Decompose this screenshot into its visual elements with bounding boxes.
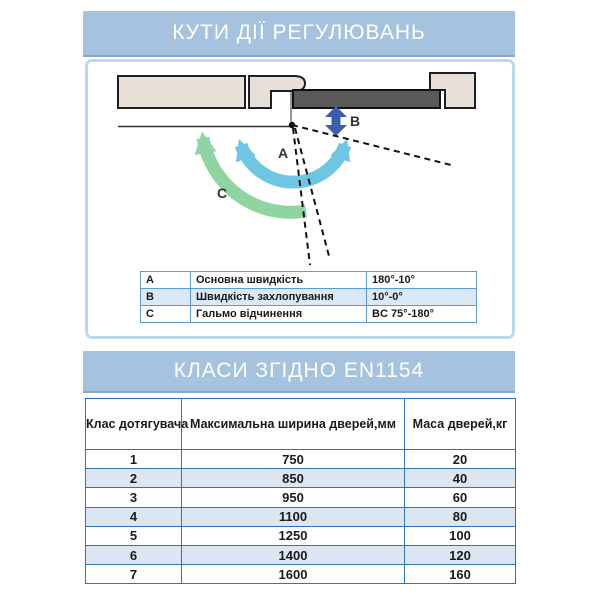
pivot-point [289,122,295,128]
arrow-a-main-speed-arc [241,145,345,182]
cell-width: 1600 [182,565,405,584]
en1154-classes-table [85,398,516,584]
legend-key: C [141,306,191,323]
label-a: A [277,145,289,161]
cell-mass: 160 [405,565,516,584]
legend-value: 10°-0° [367,289,477,306]
wall-left [118,76,245,108]
legend-key: B [141,289,191,306]
cell-mass: 60 [405,488,516,507]
cell-class: 4 [86,507,182,526]
col-header-mass: Маса дверей,кг [405,399,516,450]
legend-label: Гальмо відчинення [191,306,367,323]
legend-key: A [141,272,191,289]
cell-width: 1250 [182,526,405,545]
table-row [86,526,516,545]
cell-mass: 40 [405,469,516,488]
dashed-line-closed-left [293,128,310,265]
cell-mass: 120 [405,545,516,564]
table-row [86,565,516,584]
legend-value: 180°-10° [367,272,477,289]
cell-class: 3 [86,488,182,507]
cell-class: 7 [86,565,182,584]
cell-width: 750 [182,450,405,469]
cell-class: 5 [86,526,182,545]
table-row [86,469,516,488]
table-row [86,545,516,564]
col-header-class: Клас дотягувача [86,399,182,450]
cell-class: 6 [86,545,182,564]
arrow-c-backcheck-arc [203,138,306,212]
section-title-angles: КУТИ ДІЇ РЕГУЛЮВАНЬ [83,11,515,57]
legend-row-c [141,306,477,323]
cell-width: 850 [182,469,405,488]
angles-diagram-panel [85,59,515,339]
cell-width: 1400 [182,545,405,564]
door-closed-position [293,90,440,108]
cell-width: 1100 [182,507,405,526]
table-header-row [86,399,516,450]
dashed-line-10deg [292,125,451,165]
cell-mass: 80 [405,507,516,526]
cell-mass: 100 [405,526,516,545]
legend-value: BC 75°-180° [367,306,477,323]
cell-class: 2 [86,469,182,488]
legend-label: Основна швидкість [191,272,367,289]
cell-class: 1 [86,450,182,469]
col-header-max-width: Максимальна ширина дверей,мм [182,399,405,450]
label-b: B [349,113,361,129]
arrow-b-latch-speed [325,106,347,136]
cell-mass: 20 [405,450,516,469]
cell-width: 950 [182,488,405,507]
table-row [86,450,516,469]
angles-legend-table [140,271,477,323]
table-row [86,488,516,507]
label-c: C [216,185,228,201]
table-row [86,507,516,526]
legend-row-a [141,272,477,289]
section-title-classes: КЛАСИ ЗГІДНО EN1154 [83,351,515,393]
legend-row-b [141,289,477,306]
legend-label: Швидкість захлопування [191,289,367,306]
